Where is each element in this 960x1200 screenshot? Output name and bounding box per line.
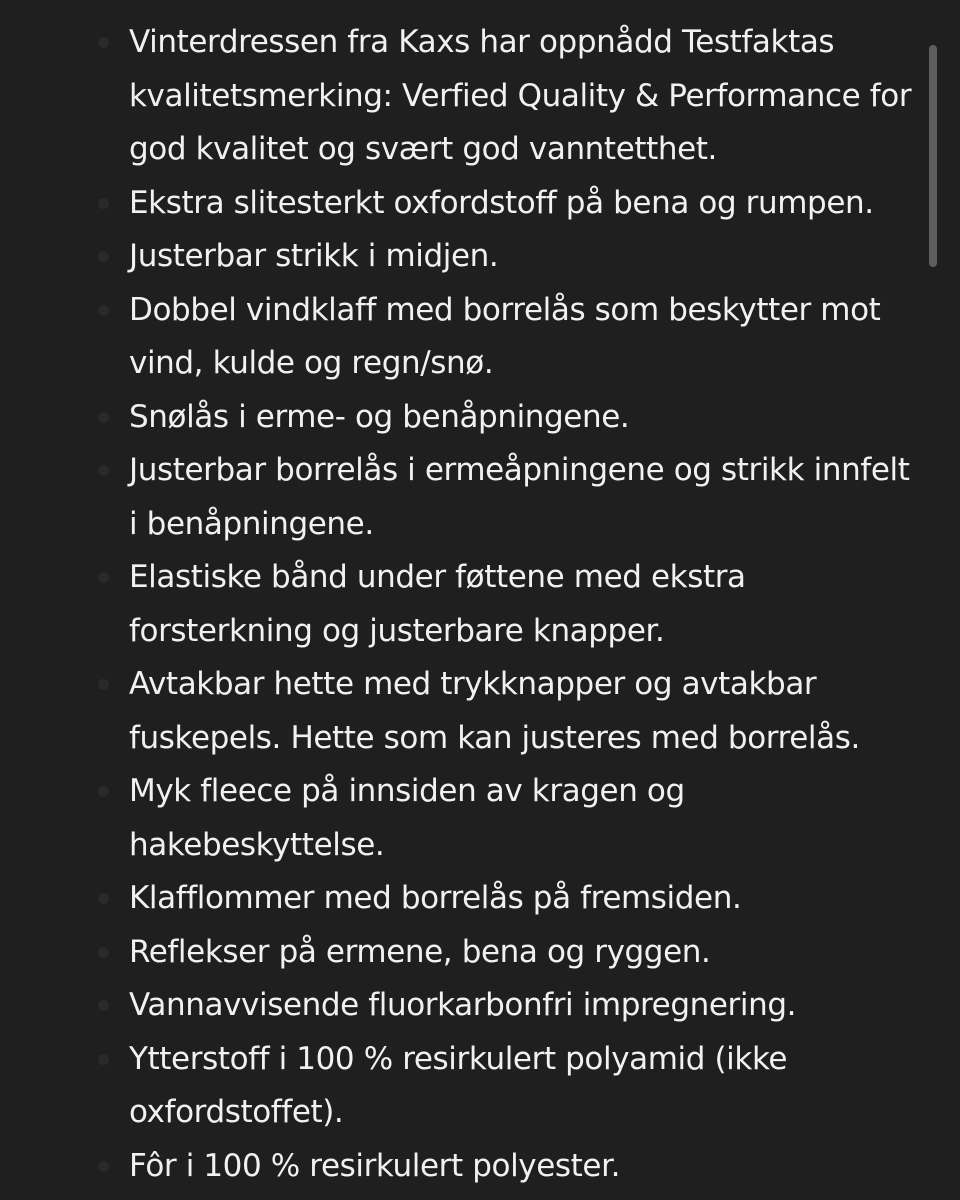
vertical-scrollbar[interactable] xyxy=(926,40,940,1150)
list-item-text: Reflekser på ermene, bena og ryggen. xyxy=(129,933,711,970)
bullet-icon xyxy=(98,1000,109,1011)
list-item-text: Justerbar strikk i midjen. xyxy=(129,238,499,274)
list-item-text: Snølås i erme- og benåpningene. xyxy=(129,398,630,435)
list-item-text: Ekstra slitesterkt oxfordstoff på bena og rumpen. xyxy=(129,184,874,221)
bullet-icon xyxy=(98,37,109,48)
bullet-icon xyxy=(98,1161,109,1172)
bullet-icon xyxy=(98,305,109,316)
bullet-icon xyxy=(98,465,109,476)
list-item-text: Justerbar borrelås i ermeåpningene og strikk innfelt i benåpningene. xyxy=(129,452,910,542)
list-item-text: Avtakbar hette med trykknapper og avtakbar fuskepels. Hette som kan justeres med borrelås. xyxy=(129,666,860,756)
bullet-icon xyxy=(98,893,109,904)
list-item-text: Elastiske bånd under føttene med ekstra forsterkning og justerbare knapper. xyxy=(129,559,746,649)
list-item-text: Klafflommer med borrelås på fremsiden. xyxy=(129,880,742,916)
bullet-icon xyxy=(98,251,109,262)
list-item xyxy=(0,872,930,926)
list-item xyxy=(0,391,930,445)
scrollbar-thumb[interactable] xyxy=(929,45,937,267)
list-item-text: Fôr i 100 % resirkulert polyester. xyxy=(129,1147,621,1184)
list-item-text: Myk fleece på innsiden av kragen og hakebeskyttelse. xyxy=(129,773,685,863)
list-item xyxy=(0,1140,930,1194)
list-item xyxy=(0,444,930,551)
list-item-text: Vinterdressen fra Kaxs har oppnådd Testfaktas kvalitetsmerking: Verfied Quality & Performance for god kvalitet og svært god vanntetthet. xyxy=(129,24,912,167)
bullet-icon xyxy=(98,947,109,958)
list-item xyxy=(0,658,930,765)
bullet-icon xyxy=(98,679,109,690)
list-item xyxy=(0,284,930,391)
list-item xyxy=(0,926,930,980)
bullet-icon xyxy=(98,1054,109,1065)
list-item xyxy=(0,765,930,872)
list-item-text: Vannavvisende fluorkarbonfri impregnering. xyxy=(129,987,797,1023)
list-item-text: Ytterstoff i 100 % resirkulert polyamid (ikke oxfordstoffet). xyxy=(129,1040,788,1130)
list-item xyxy=(0,230,930,284)
bullet-icon xyxy=(98,412,109,423)
list-item xyxy=(0,551,930,658)
feature-list xyxy=(0,16,930,1193)
list-item xyxy=(0,979,930,1033)
bullet-icon xyxy=(98,786,109,797)
bullet-icon xyxy=(98,572,109,583)
list-item xyxy=(0,16,930,177)
list-item xyxy=(0,1033,930,1140)
list-item-text: Dobbel vindklaff med borrelås som beskytter mot vind, kulde og regn/snø. xyxy=(129,291,881,381)
bullet-icon xyxy=(98,198,109,209)
list-item xyxy=(0,177,930,231)
